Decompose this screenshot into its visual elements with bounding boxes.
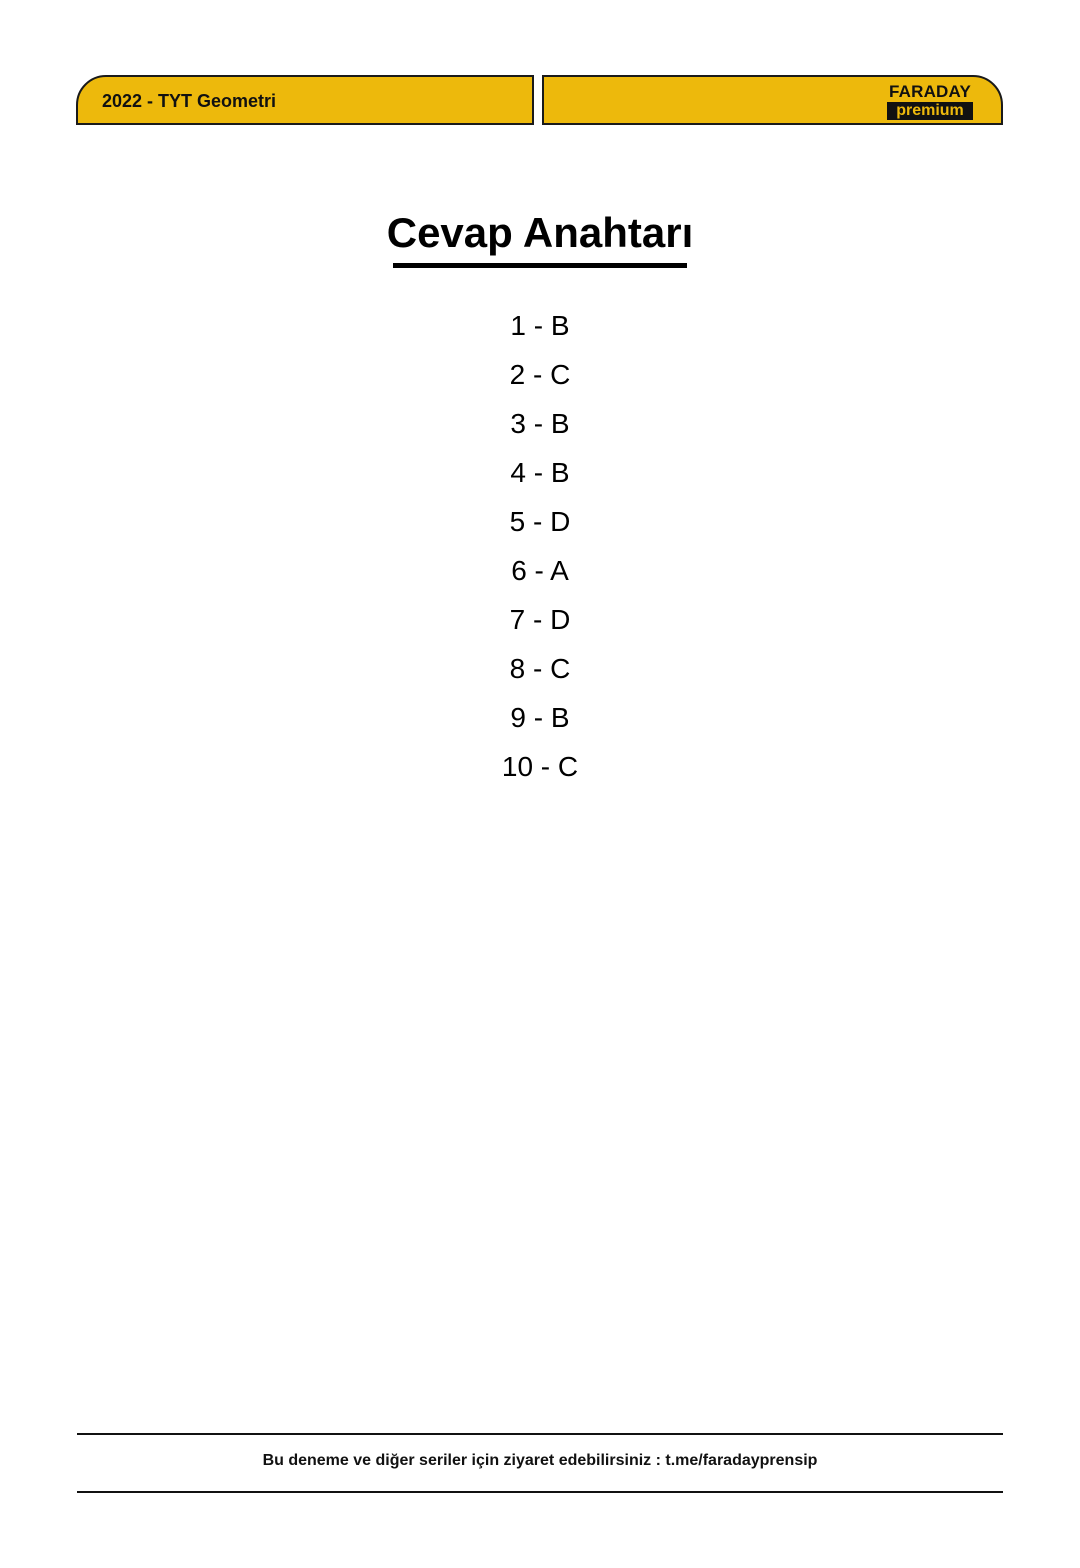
header-title-bar <box>76 75 534 125</box>
answer-item: 9 - B <box>510 702 570 733</box>
answer-item: 10 - C <box>501 751 579 782</box>
header-title: 2022 - TYT Geometri <box>102 91 277 111</box>
footer-text: Bu deneme ve diğer seriler için ziyaret edebilirsiniz : t.me/faradayprensip <box>262 1452 818 1469</box>
answer-list <box>0 301 1080 791</box>
footer-top-divider <box>77 1433 1003 1435</box>
answer-item: 1 - B <box>510 310 570 341</box>
answer-item: 6 - A <box>511 555 569 586</box>
answer-item: 3 - B <box>510 408 570 439</box>
title-underline <box>393 263 687 268</box>
brand-logo-top: FARADAY <box>888 82 971 101</box>
answer-item: 5 - D <box>509 506 571 537</box>
answer-item: 7 - D <box>509 604 571 635</box>
answer-item: 8 - C <box>509 653 571 684</box>
brand-logo-bottom: premium <box>887 102 973 120</box>
footer-bottom-divider <box>77 1491 1003 1493</box>
answer-item: 2 - C <box>509 359 571 390</box>
page-title: Cevap Anahtarı <box>386 209 694 256</box>
answer-item: 4 - B <box>510 457 570 488</box>
brand-logo <box>887 83 973 120</box>
header-brand-bar <box>542 75 1003 125</box>
